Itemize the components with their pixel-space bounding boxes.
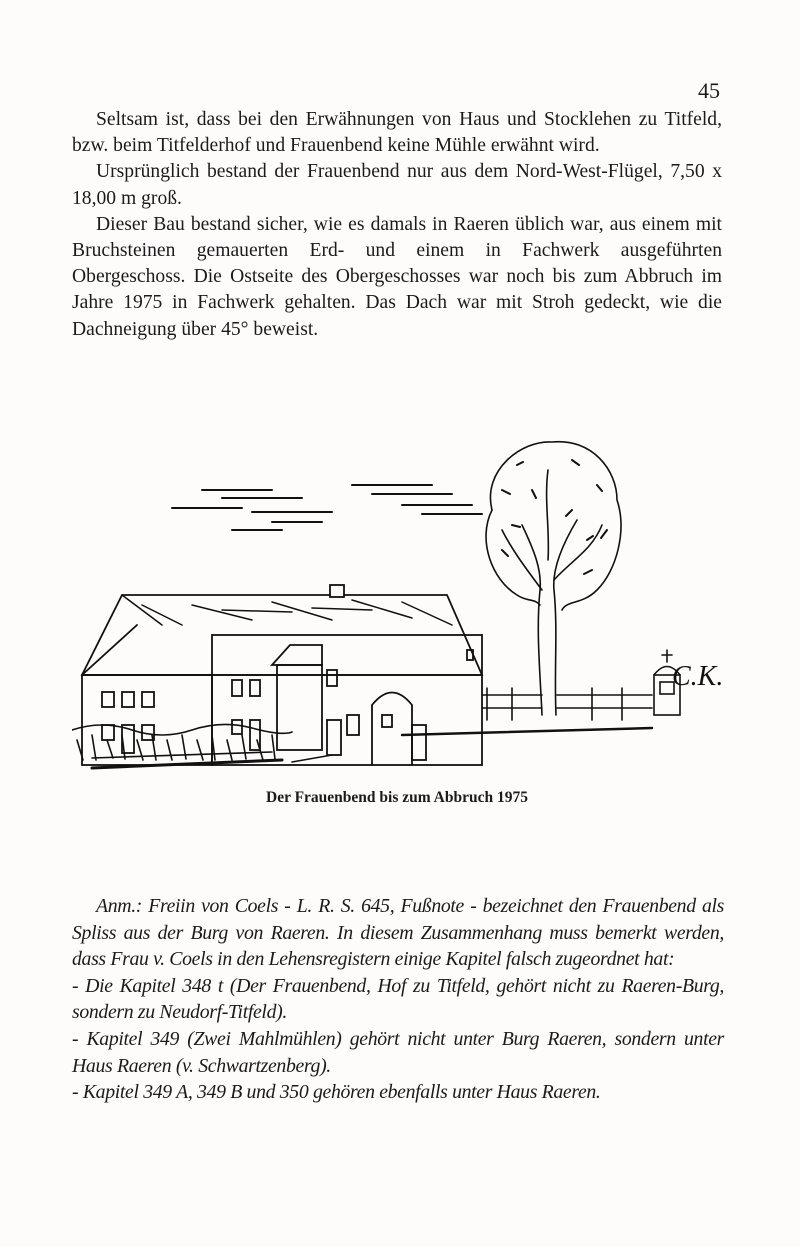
footnote-item: - Kapitel 349 A, 349 B und 350 gehören ebenfalls unter Haus Raeren. — [72, 1081, 601, 1104]
footnote-item: - Die Kapitel 348 t (Der Frauenbend, Hof zu Titfeld, gehört nicht zu Raeren-Burg, sondern zu Neudorf-Titfeld). — [72, 974, 724, 1024]
paragraph-origin: Ursprünglich bestand der Frauenbend nur aus dem Nord-West-Flügel, 7,50 x 18,00 m groß. — [72, 161, 722, 209]
farmhouse — [82, 585, 482, 765]
footnote-intro: Anm.: Freiin von Coels - L. R. S. 645, Fußnote - bezeichnet den Frauenbend als Spliss aus der Burg von Raeren. In diesem Zusammenhang muss bemerkt werden, dass Frau v. Coels in den Lehensregistern einige Kapitel falsch zugeordnet hat: — [72, 895, 724, 971]
paragraph-mill: Seltsam ist, dass bei den Erwähnungen von Haus und Stocklehen zu Titfeld, bzw. beim Titfelderhof und Frauenbend keine Mühle erwähnt wird. — [72, 109, 722, 157]
paragraph-construction: Dieser Bau bestand sicher, wie es damals in Raeren üblich war, aus einem mit Bruchsteinen gemauerten Erd- und einem in Fachwerk ausgeführten Obergeschoss. Die Ostseite des Obergeschosses war noch bis zum Abbruch im Jahre 1975 in Fachwerk gehalten. Das Dach war mit Stroh gedeckt, wie die Dachneigung über 45° beweist. — [72, 213, 722, 340]
farmhouse-illustration — [72, 430, 722, 770]
body-text — [72, 107, 722, 343]
fence — [482, 688, 652, 720]
footnote-item: - Kapitel 349 (Zwei Mahlmühlen) gehört nicht unter Burg Raeren, sondern unter Haus Raeren (v. Schwartzenberg). — [72, 1027, 724, 1077]
figure-caption: Der Frauenbend bis zum Abbruch 1975 — [266, 789, 528, 806]
hedge — [72, 724, 652, 768]
page-number: 45 — [698, 78, 720, 103]
footnote-block — [72, 893, 724, 1106]
tree — [486, 442, 621, 715]
cloud-strokes — [172, 485, 482, 530]
artist-signature: C.K. — [672, 661, 722, 692]
